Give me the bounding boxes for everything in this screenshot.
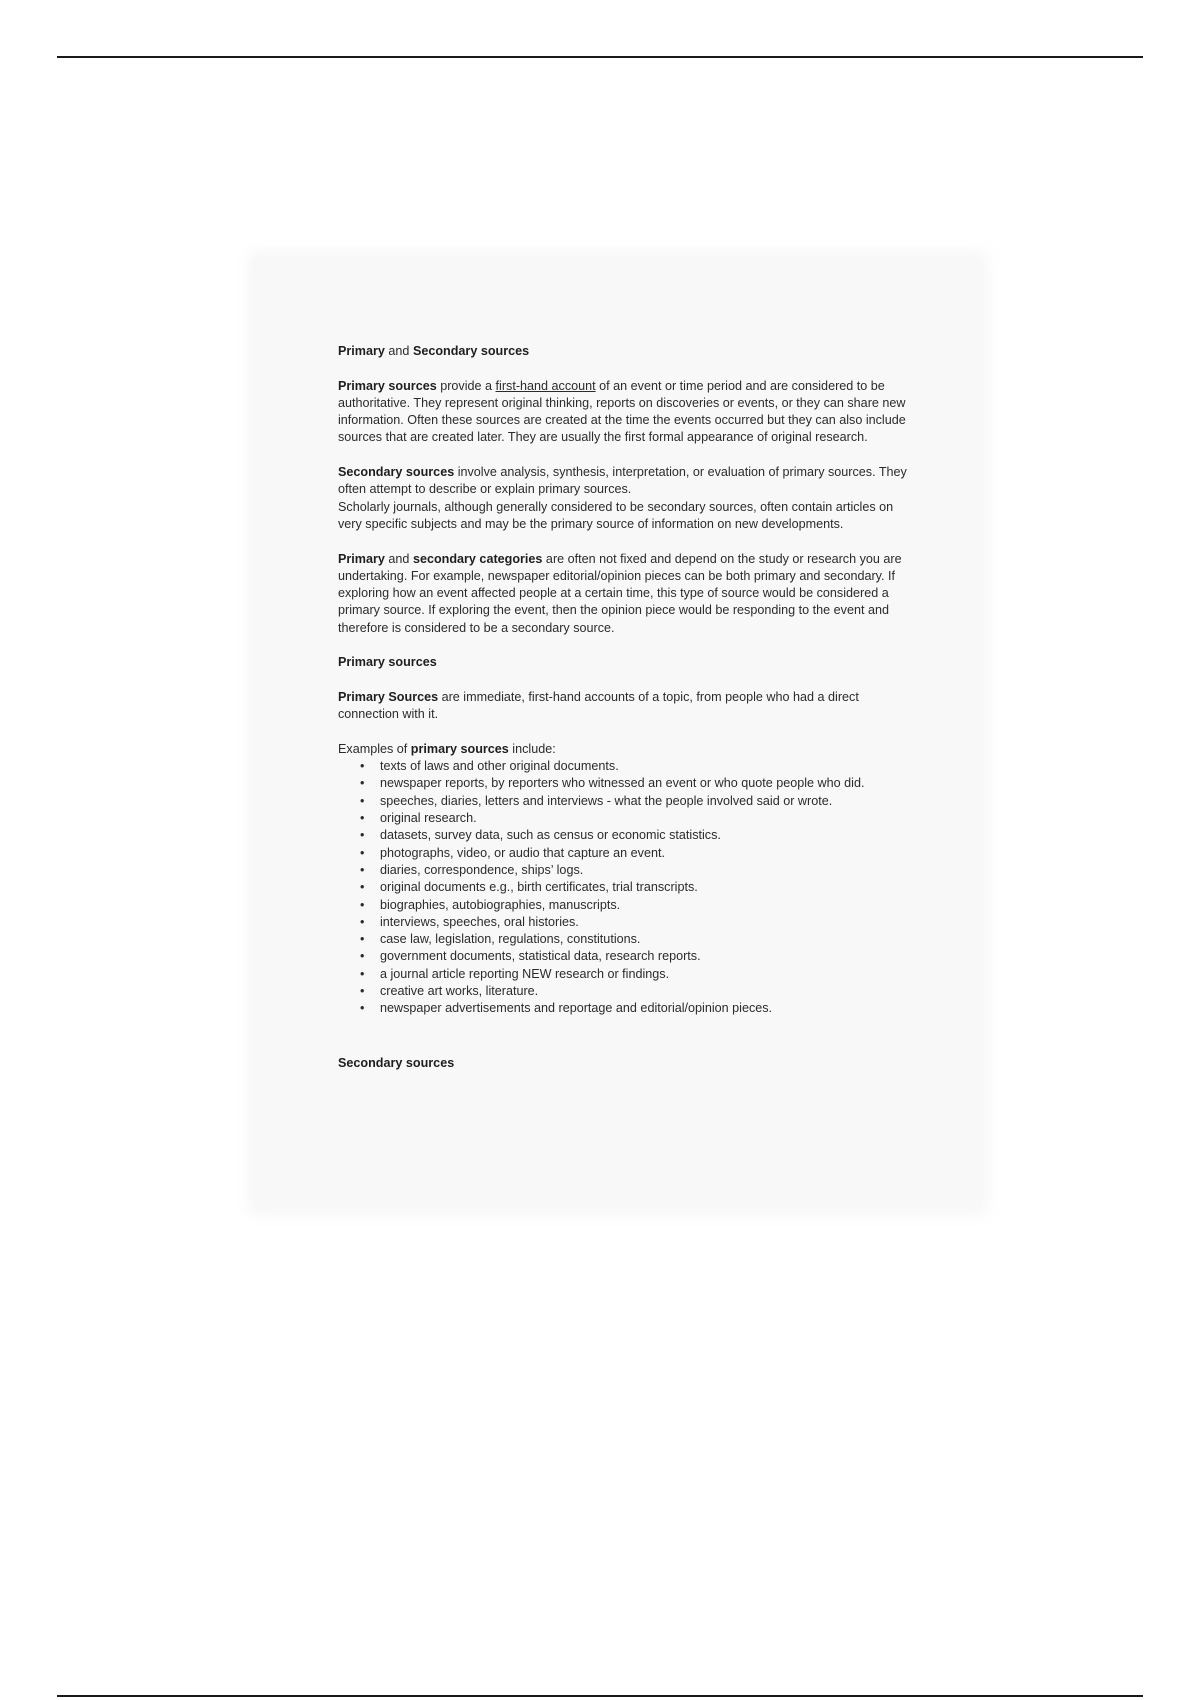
categories-paragraph: Primary and secondary categories are often not fixed and depend on the study or research you are undertaking. For example, newspaper editorial/opinion pieces can be both primary and secondary. If exploring how an event affected people at a certain time, this type of source would be considered a primary source. If exploring the event, then the opinion piece would be responding to the event and therefore is considered to be a secondary source. (338, 551, 902, 635)
document-body (338, 343, 908, 1089)
top-divider (57, 56, 1143, 58)
list-item (338, 879, 908, 896)
list-item (338, 810, 908, 827)
list-item-text: original documents e.g., birth certificates, trial transcripts. (380, 880, 698, 895)
bullet-icon: • (360, 932, 365, 947)
primary-sources-paragraph: Primary sources provide a first-hand account of an event or time period and are considered to be authoritative. They represent original thinking, reports on discoveries or events, or they can share new information. Often these sources are created at the time the events occurred but they can also include sources that are created later. They are usually the first formal appearance of original research. (338, 378, 906, 445)
primary-sources-definition: Primary Sources are immediate, first-hand accounts of a topic, from people who had a direct connection with it. (338, 689, 859, 722)
bullet-icon: • (360, 983, 365, 998)
list-item (338, 966, 908, 983)
bullet-icon: • (360, 914, 365, 929)
bullet-icon: • (360, 897, 365, 912)
list-item (338, 983, 908, 1000)
list-item (338, 897, 908, 914)
list-item-text: diaries, correspondence, ships’ logs. (380, 862, 584, 877)
list-item-text: photographs, video, or audio that capture an event. (380, 845, 665, 860)
list-item (338, 931, 908, 948)
list-item-text: texts of laws and other original documents. (380, 759, 619, 774)
list-item (338, 1000, 908, 1017)
scholarly-journals-paragraph: Scholarly journals, although generally considered to be secondary sources, often contain articles on very specific subjects and may be the primary source of information on new developments. (338, 499, 894, 531)
list-item (338, 775, 908, 792)
examples-list (338, 758, 908, 1017)
secondary-sources-paragraph: Secondary sources involve analysis, synthesis, interpretation, or evaluation of primary sources. They often attempt to describe or explain primary sources. (338, 465, 907, 497)
bullet-icon: • (360, 880, 365, 895)
primary-sources-heading: Primary sources (338, 655, 437, 670)
list-item-text: datasets, survey data, such as census or economic statistics. (380, 828, 721, 843)
list-item-text: newspaper advertisements and reportage and editorial/opinion pieces. (380, 1001, 773, 1016)
bullet-icon: • (360, 828, 365, 843)
list-item (338, 758, 908, 775)
list-item-text: newspaper reports, by reporters who witnessed an event or who quote people who did. (380, 776, 865, 791)
list-item (338, 845, 908, 862)
bullet-icon: • (360, 793, 365, 808)
list-item (338, 793, 908, 810)
bullet-icon: • (360, 845, 365, 860)
bullet-icon: • (360, 949, 365, 964)
list-item-text: case law, legislation, regulations, constitutions. (380, 932, 641, 947)
document-title: Primary and Secondary sources (338, 344, 530, 358)
list-item-text: a journal article reporting NEW research or findings. (380, 966, 670, 981)
bullet-icon: • (360, 1001, 365, 1016)
spacer (338, 1035, 908, 1055)
bullet-icon: • (360, 862, 365, 877)
bullet-icon: • (360, 966, 365, 981)
list-item-text: speeches, diaries, letters and interviews - what the people involved said or wrote. (380, 793, 833, 808)
bottom-divider (57, 1695, 1143, 1697)
list-item (338, 862, 908, 879)
first-hand-account-link[interactable]: first-hand account (495, 378, 596, 393)
list-item (338, 948, 908, 965)
list-item (338, 914, 908, 931)
list-item-text: biographies, autobiographies, manuscripts. (380, 897, 621, 912)
secondary-sources-heading: Secondary sources (338, 1055, 455, 1070)
bullet-icon: • (360, 759, 365, 774)
list-item-text: creative art works, literature. (380, 983, 539, 998)
list-item-text: government documents, statistical data, research reports. (380, 949, 701, 964)
examples-intro: Examples of primary sources include: (338, 741, 556, 756)
bullet-icon: • (360, 811, 365, 826)
list-item (338, 827, 908, 844)
list-item-text: interviews, speeches, oral histories. (380, 914, 579, 929)
list-item-text: original research. (380, 811, 477, 826)
bullet-icon: • (360, 776, 365, 791)
